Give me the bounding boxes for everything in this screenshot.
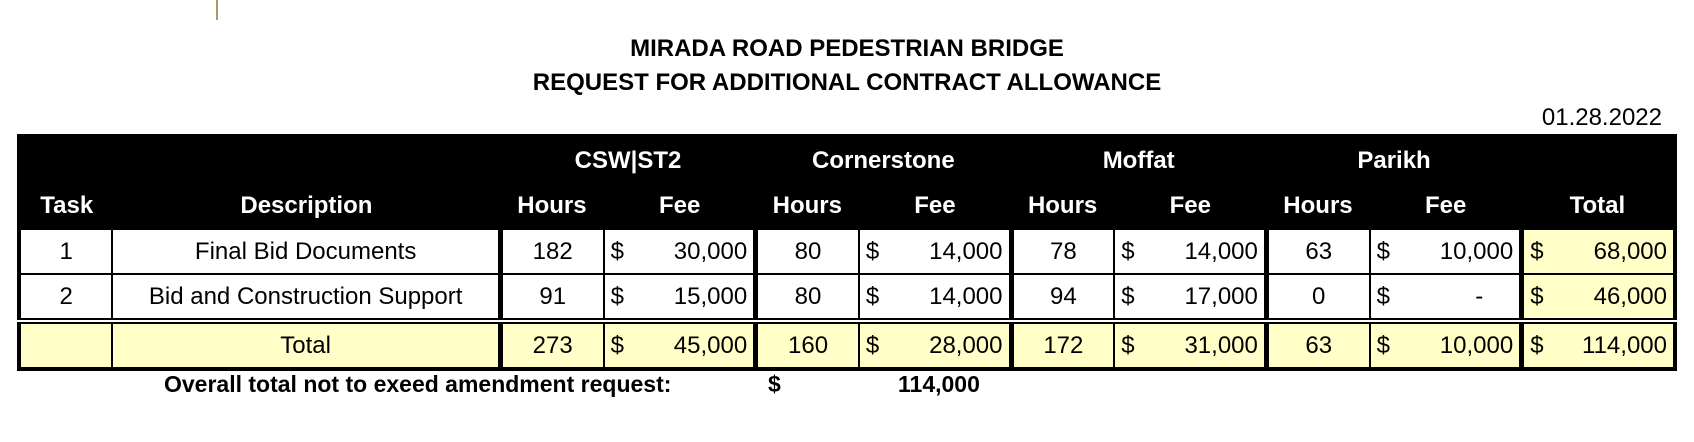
currency-symbol: $	[1522, 321, 1568, 369]
title-line-1: MIRADA ROAD PEDESTRIAN BRIDGE	[630, 35, 1064, 62]
row-total: 46,000	[1567, 274, 1675, 321]
row-total: 68,000	[1567, 229, 1675, 274]
col-header-hours: Hours	[756, 184, 859, 229]
currency-symbol: $	[1522, 229, 1568, 274]
group-header-parikh: Parikh	[1266, 136, 1521, 184]
hours-cell: 80	[756, 274, 859, 321]
task-description: Bid and Construction Support	[112, 274, 500, 321]
col-header-fee: Fee	[859, 184, 1011, 229]
hours-cell: 91	[500, 274, 603, 321]
total-hours-cell: 172	[1011, 321, 1114, 369]
header-blank-total	[1522, 136, 1675, 184]
footer-label: Overall total not to exeed amendment request:	[164, 371, 672, 397]
currency-symbol: $	[1114, 321, 1161, 369]
totals-row	[19, 321, 1675, 369]
hours-cell: 78	[1011, 229, 1114, 274]
header-row-columns	[19, 184, 1675, 229]
col-header-hours: Hours	[1011, 184, 1114, 229]
task-description: Final Bid Documents	[112, 229, 500, 274]
currency-symbol: $	[604, 321, 651, 369]
hours-cell: 0	[1266, 274, 1369, 321]
col-header-hours: Hours	[1266, 184, 1369, 229]
col-header-total: Total	[1522, 184, 1675, 229]
fee-cell: -	[1416, 274, 1521, 321]
hours-cell: 182	[500, 229, 603, 274]
grand-total: 114,000	[1567, 321, 1675, 369]
currency-symbol: $	[859, 321, 906, 369]
currency-symbol: $	[604, 274, 651, 321]
hours-cell: 63	[1266, 229, 1369, 274]
currency-symbol: $	[1114, 229, 1161, 274]
total-hours-cell: 160	[756, 321, 859, 369]
header-blank	[19, 136, 500, 184]
fee-cell: 17,000	[1161, 274, 1266, 321]
col-header-description: Description	[112, 184, 500, 229]
currency-symbol: $	[604, 229, 651, 274]
task-number: 2	[19, 274, 112, 321]
document-date: 01.28.2022	[1541, 104, 1662, 131]
group-header-csw: CSW|ST2	[500, 136, 755, 184]
col-header-fee: Fee	[604, 184, 756, 229]
currency-symbol: $	[859, 274, 906, 321]
total-fee-cell: 31,000	[1161, 321, 1266, 369]
total-fee-cell: 28,000	[906, 321, 1011, 369]
fee-cell: 10,000	[1416, 229, 1521, 274]
currency-symbol: $	[859, 229, 906, 274]
total-fee-cell: 10,000	[1416, 321, 1521, 369]
fee-cell: 15,000	[650, 274, 755, 321]
group-header-moffat: Moffat	[1011, 136, 1266, 184]
col-header-task: Task	[19, 184, 112, 229]
title-line-2: REQUEST FOR ADDITIONAL CONTRACT ALLOWANCE	[532, 69, 1162, 96]
fee-cell: 14,000	[1161, 229, 1266, 274]
currency-symbol: $	[1370, 229, 1417, 274]
currency-symbol: $	[1114, 274, 1161, 321]
table-row	[19, 274, 1675, 321]
hours-cell: 94	[1011, 274, 1114, 321]
task-number: 1	[19, 229, 112, 274]
footer-currency: $	[768, 371, 781, 397]
allowance-table	[17, 134, 1677, 371]
totals-blank	[19, 321, 112, 369]
col-header-hours: Hours	[500, 184, 603, 229]
footer-total-value: 114,000	[898, 371, 980, 397]
fee-cell: 14,000	[906, 274, 1011, 321]
col-header-fee: Fee	[1370, 184, 1522, 229]
currency-symbol: $	[1522, 274, 1568, 321]
col-header-fee: Fee	[1114, 184, 1266, 229]
total-hours-cell: 63	[1266, 321, 1369, 369]
total-hours-cell: 273	[500, 321, 603, 369]
totals-label: Total	[112, 321, 500, 369]
fee-cell: 30,000	[650, 229, 755, 274]
table-row	[19, 229, 1675, 274]
edge-mark	[216, 0, 218, 20]
group-header-cornerstone: Cornerstone	[756, 136, 1011, 184]
currency-symbol: $	[1370, 321, 1417, 369]
total-fee-cell: 45,000	[650, 321, 755, 369]
header-row-groups	[19, 136, 1675, 184]
currency-symbol: $	[1370, 274, 1417, 321]
hours-cell: 80	[756, 229, 859, 274]
fee-cell: 14,000	[906, 229, 1011, 274]
